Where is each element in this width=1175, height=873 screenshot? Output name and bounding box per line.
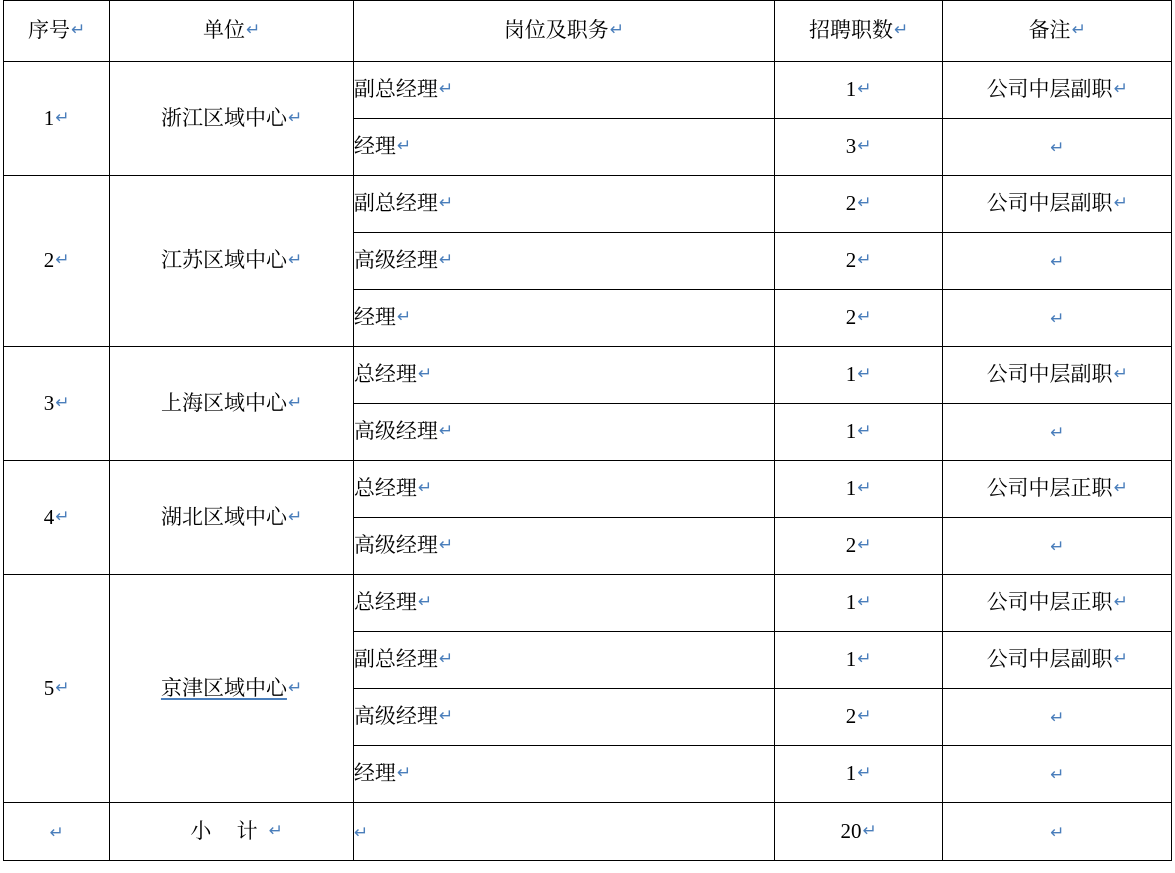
cell-unit (110, 176, 354, 347)
paragraph-mark-icon: ↵ (1050, 765, 1065, 785)
summary-cell-label (110, 803, 354, 861)
number-value: 1 (845, 761, 857, 786)
post-value: 总经理 (353, 590, 417, 615)
header-cell-remark (943, 1, 1172, 62)
header-label-remark: 备注 (1028, 18, 1071, 43)
paragraph-mark-icon: ↵ (857, 250, 872, 270)
paragraph-mark-icon: ↵ (287, 250, 303, 270)
paragraph-mark-icon: ↵ (396, 307, 412, 327)
number-value: 2 (845, 533, 857, 558)
cell-unit (110, 62, 354, 176)
paragraph-mark-icon: ↵ (857, 421, 872, 441)
cell-remark (943, 290, 1172, 347)
cell-post (353, 176, 774, 233)
header-cell-seq (4, 1, 110, 62)
remark-value: 公司中层正职 (986, 476, 1113, 501)
post-value: 经理 (353, 305, 396, 330)
number-value: 1 (845, 419, 857, 444)
paragraph-mark-icon: ↵ (55, 506, 70, 526)
paragraph-mark-icon: ↵ (245, 20, 261, 40)
cell-number (774, 233, 942, 290)
recruitment-table (3, 0, 1172, 861)
cell-remark (943, 632, 1172, 689)
paragraph-mark-icon: ↵ (857, 307, 872, 327)
seq-value: 5 (43, 675, 55, 700)
number-value: 1 (845, 590, 857, 615)
table-row (4, 62, 1172, 119)
paragraph-mark-icon: ↵ (1113, 592, 1128, 612)
cell-post (353, 347, 774, 404)
summary-cell-remark (943, 803, 1172, 861)
cell-seq (4, 176, 110, 347)
cell-number (774, 404, 942, 461)
paragraph-mark-icon: ↵ (417, 478, 433, 498)
cell-remark (943, 347, 1172, 404)
remark-value: 公司中层正职 (986, 590, 1113, 615)
number-value: 2 (845, 191, 857, 216)
unit-value: 湖北区域中心 (160, 504, 287, 529)
post-value: 高级经理 (353, 419, 438, 444)
table-header-row (4, 1, 1172, 62)
unit-value: 上海区域中心 (160, 390, 287, 415)
summary-cell-number (774, 803, 942, 861)
cell-remark (943, 518, 1172, 575)
paragraph-mark-icon: ↵ (55, 677, 70, 697)
paragraph-mark-icon: ↵ (287, 392, 303, 412)
cell-remark (943, 233, 1172, 290)
paragraph-mark-icon: ↵ (1050, 822, 1065, 842)
paragraph-mark-icon: ↵ (71, 20, 86, 40)
paragraph-mark-icon: ↵ (396, 136, 412, 156)
paragraph-mark-icon: ↵ (1050, 423, 1065, 443)
paragraph-mark-icon: ↵ (857, 79, 872, 99)
header-cell-post (353, 1, 774, 62)
cell-remark (943, 119, 1172, 176)
cell-remark (943, 461, 1172, 518)
post-value: 高级经理 (353, 704, 438, 729)
cell-post (353, 290, 774, 347)
cell-remark (943, 404, 1172, 461)
cell-remark (943, 689, 1172, 746)
paragraph-mark-icon: ↵ (1113, 649, 1128, 669)
number-value: 3 (845, 134, 857, 159)
paragraph-mark-icon: ↵ (49, 822, 64, 842)
cell-post (353, 461, 774, 518)
header-label-post: 岗位及职务 (503, 18, 609, 43)
paragraph-mark-icon: ↵ (857, 193, 872, 213)
cell-remark (943, 575, 1172, 632)
paragraph-mark-icon: ↵ (55, 250, 70, 270)
paragraph-mark-icon: ↵ (857, 649, 872, 669)
paragraph-mark-icon: ↵ (438, 535, 454, 555)
paragraph-mark-icon: ↵ (857, 535, 872, 555)
cell-post (353, 62, 774, 119)
paragraph-mark-icon: ↵ (1050, 252, 1065, 272)
remark-value: 公司中层副职 (986, 647, 1113, 672)
header-label-number: 招聘职数 (809, 18, 894, 43)
cell-number (774, 746, 942, 803)
paragraph-mark-icon: ↵ (1050, 537, 1065, 557)
paragraph-mark-icon: ↵ (857, 592, 872, 612)
table-row (4, 461, 1172, 518)
header-cell-unit (110, 1, 354, 62)
cell-number (774, 461, 942, 518)
header-label-seq: 序号 (28, 18, 70, 43)
paragraph-mark-icon: ↵ (1050, 708, 1065, 728)
cell-post (353, 746, 774, 803)
paragraph-mark-icon: ↵ (268, 820, 283, 840)
post-value: 总经理 (353, 476, 417, 501)
paragraph-mark-icon: ↵ (438, 193, 454, 213)
cell-seq (4, 347, 110, 461)
cell-unit (110, 461, 354, 575)
cell-post (353, 404, 774, 461)
unit-value: 浙江区域中心 (160, 105, 287, 130)
paragraph-mark-icon: ↵ (417, 364, 433, 384)
summary-cell-seq (4, 803, 110, 861)
paragraph-mark-icon: ↵ (438, 250, 454, 270)
cell-post (353, 575, 774, 632)
header-label-unit: 单位 (202, 18, 245, 43)
seq-value: 2 (43, 248, 55, 273)
paragraph-mark-icon: ↵ (857, 478, 872, 498)
cell-number (774, 176, 942, 233)
paragraph-mark-icon: ↵ (353, 822, 369, 842)
unit-value: 京津区域中心 (160, 675, 287, 700)
summary-label: 小 计 (190, 818, 268, 843)
paragraph-mark-icon: ↵ (862, 820, 877, 840)
paragraph-mark-icon: ↵ (1071, 20, 1086, 40)
paragraph-mark-icon: ↵ (609, 20, 625, 40)
paragraph-mark-icon: ↵ (857, 706, 872, 726)
number-value: 1 (845, 647, 857, 672)
cell-number (774, 689, 942, 746)
paragraph-mark-icon: ↵ (1113, 478, 1128, 498)
paragraph-mark-icon: ↵ (55, 107, 70, 127)
cell-number (774, 575, 942, 632)
paragraph-mark-icon: ↵ (438, 649, 454, 669)
cell-number (774, 632, 942, 689)
post-value: 副总经理 (353, 647, 438, 672)
header-cell-number (774, 1, 942, 62)
table-row (4, 347, 1172, 404)
number-value: 2 (845, 704, 857, 729)
paragraph-mark-icon: ↵ (1050, 138, 1065, 158)
summary-cell-post (353, 803, 774, 861)
cell-post (353, 119, 774, 176)
paragraph-mark-icon: ↵ (396, 763, 412, 783)
cell-remark (943, 176, 1172, 233)
cell-seq (4, 575, 110, 803)
cell-post (353, 632, 774, 689)
paragraph-mark-icon: ↵ (1050, 309, 1065, 329)
post-value: 副总经理 (353, 191, 438, 216)
post-value: 总经理 (353, 362, 417, 387)
paragraph-mark-icon: ↵ (287, 107, 303, 127)
paragraph-mark-icon: ↵ (55, 392, 70, 412)
number-value: 1 (845, 77, 857, 102)
post-value: 高级经理 (353, 248, 438, 273)
cell-number (774, 518, 942, 575)
remark-value: 公司中层副职 (986, 77, 1113, 102)
seq-value: 4 (43, 504, 55, 529)
seq-value: 3 (43, 390, 55, 415)
summary-total: 20 (840, 818, 862, 843)
paragraph-mark-icon: ↵ (1113, 193, 1128, 213)
cell-post (353, 689, 774, 746)
paragraph-mark-icon: ↵ (1113, 364, 1128, 384)
seq-value: 1 (43, 105, 55, 130)
paragraph-mark-icon: ↵ (438, 706, 454, 726)
post-value: 经理 (353, 134, 396, 159)
number-value: 1 (845, 476, 857, 501)
cell-remark (943, 62, 1172, 119)
cell-unit (110, 575, 354, 803)
paragraph-mark-icon: ↵ (287, 506, 303, 526)
paragraph-mark-icon: ↵ (857, 136, 872, 156)
table-row (4, 176, 1172, 233)
paragraph-mark-icon: ↵ (894, 20, 909, 40)
paragraph-mark-icon: ↵ (287, 677, 303, 697)
cell-post (353, 233, 774, 290)
cell-number (774, 290, 942, 347)
cell-number (774, 119, 942, 176)
cell-number (774, 347, 942, 404)
remark-value: 公司中层副职 (986, 191, 1113, 216)
remark-value: 公司中层副职 (986, 362, 1113, 387)
cell-seq (4, 461, 110, 575)
unit-value: 江苏区域中心 (160, 248, 287, 273)
number-value: 1 (845, 362, 857, 387)
post-value: 高级经理 (353, 533, 438, 558)
paragraph-mark-icon: ↵ (1113, 79, 1128, 99)
paragraph-mark-icon: ↵ (857, 364, 872, 384)
cell-number (774, 62, 942, 119)
summary-row (4, 803, 1172, 861)
post-value: 副总经理 (353, 77, 438, 102)
cell-seq (4, 62, 110, 176)
number-value: 2 (845, 305, 857, 330)
paragraph-mark-icon: ↵ (438, 79, 454, 99)
table-row (4, 575, 1172, 632)
cell-post (353, 518, 774, 575)
number-value: 2 (845, 248, 857, 273)
paragraph-mark-icon: ↵ (438, 421, 454, 441)
cell-remark (943, 746, 1172, 803)
paragraph-mark-icon: ↵ (857, 763, 872, 783)
paragraph-mark-icon: ↵ (417, 592, 433, 612)
cell-unit (110, 347, 354, 461)
post-value: 经理 (353, 761, 396, 786)
